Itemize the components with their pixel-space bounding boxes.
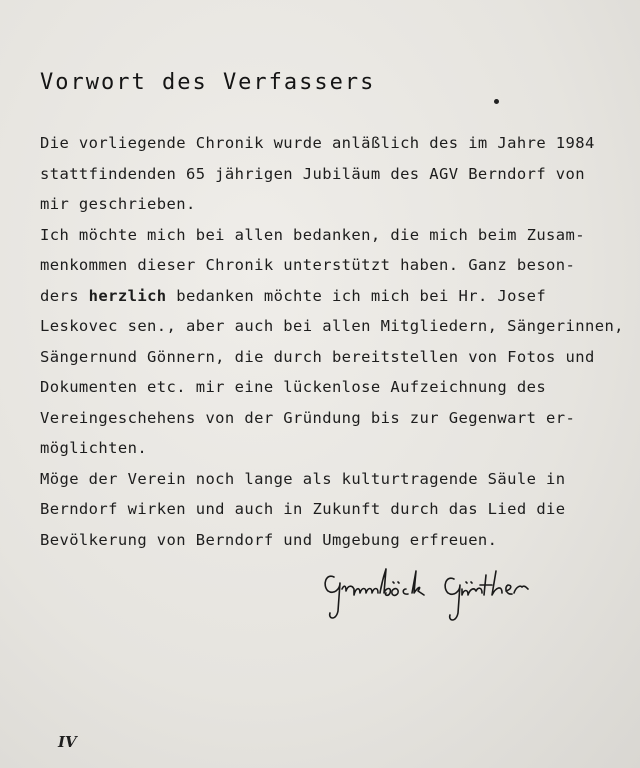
text-line: Ich möchte mich bei allen bedanken, die mich beim Zusam- — [40, 225, 585, 244]
text-line: Berndorf wirken und auch in Zukunft durch das Lied die — [40, 500, 566, 518]
text-line: Sängernund Gönnern, die durch bereitstellen von Fotos und — [40, 347, 595, 366]
text-line: Die vorliegende Chronik wurde anläßlich des im Jahre 1984 — [40, 134, 595, 152]
text-line: stattfindenden 65 jährigen Jubiläum des AGV Berndorf von — [40, 164, 585, 183]
text-segment: bedanken möchte ich mich bei Hr. Josef — [166, 286, 547, 305]
text-line: Leskovec sen., aber auch bei allen Mitgliedern, Sängerinnen, — [40, 317, 624, 335]
text-line: Bevölkerung von Berndorf und Umgebung erfreuen. — [40, 530, 498, 549]
handwritten-signature — [320, 555, 560, 630]
emphasis-text: herzlich — [88, 286, 167, 305]
ink-dot — [494, 99, 499, 104]
text-line: menkommen dieser Chronik unterstützt haben. Ganz beson- — [40, 256, 576, 274]
page-title: Vorwort des Verfassers — [40, 70, 376, 95]
text-line: Möge der Verein noch lange als kulturtragende Säule in — [40, 469, 566, 488]
text-line: möglichten. — [40, 439, 148, 457]
text-segment: ders — [40, 286, 89, 305]
text-line: Vereingeschehens von der Gründung bis zur Gegenwart er- — [40, 408, 576, 427]
text-line — [40, 281, 615, 312]
page-number: IV — [58, 733, 77, 751]
foreword-text — [40, 128, 624, 555]
text-line: mir geschrieben. — [40, 195, 196, 213]
text-line: Dokumenten etc. mir eine lückenlose Aufzeichnung des — [40, 378, 547, 396]
